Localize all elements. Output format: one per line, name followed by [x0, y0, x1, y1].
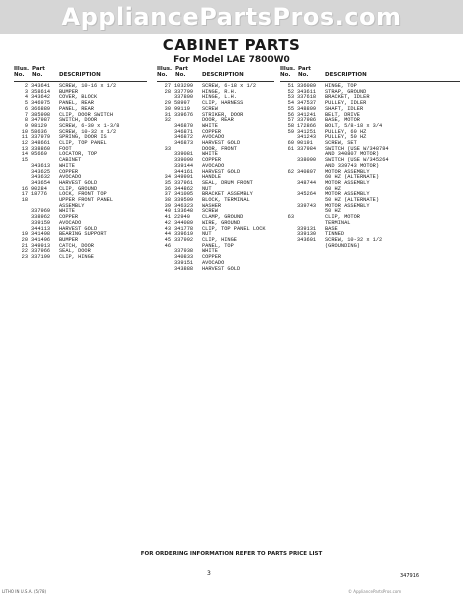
illus-no: 43	[164, 225, 171, 232]
part-no: 343888	[174, 265, 194, 272]
description: MOTOR ASSEMBLY	[325, 168, 370, 175]
part-no: 337986	[297, 117, 317, 124]
description: BRACKET, IDLER	[325, 94, 370, 101]
illus-no: 58	[287, 122, 294, 129]
part-no: 349913	[31, 242, 51, 249]
part-no: 344161	[174, 168, 194, 175]
part-no: 337966	[31, 248, 51, 255]
illus-no: 8	[24, 117, 28, 124]
description: 50 HZ (ALTERNATE)	[325, 197, 380, 204]
page-title: CABINET PARTS	[162, 36, 301, 54]
description: HINGE, TOP	[325, 83, 357, 89]
illus-no: 16	[21, 185, 28, 192]
part-no: 339151	[174, 259, 194, 266]
description: AVOCADO	[202, 134, 225, 141]
part-no: 344089	[174, 219, 194, 226]
part-no-header: Part No.	[32, 66, 45, 78]
illus-no: 9	[24, 122, 28, 129]
illus-no	[157, 267, 174, 273]
part-no: 98129	[31, 122, 47, 129]
description: COPPER	[202, 254, 222, 261]
watermark-text: AppliancePartsPros.com	[61, 3, 402, 31]
description: COPPER	[59, 214, 79, 221]
description: WHITE	[202, 248, 218, 255]
part-no: 58997	[174, 100, 190, 107]
illus-no: 30	[164, 105, 171, 112]
illus-no: 37	[164, 191, 171, 198]
illus-no: 29	[164, 100, 171, 107]
illus-no: 60	[287, 140, 294, 147]
corner-watermark: © AppliancePartsPros.com	[348, 589, 402, 594]
parts-row	[157, 267, 274, 273]
part-no: 348744	[297, 179, 317, 186]
part-no: 343601	[297, 236, 317, 243]
part-no: 341243	[297, 134, 317, 141]
description: LOCATOR, TOP	[59, 151, 98, 158]
description: CLIP, MOTOR	[325, 214, 360, 221]
description: SEAL, DOOR	[59, 248, 91, 255]
description: COPPER	[202, 128, 222, 135]
description: BUMPER	[59, 236, 79, 243]
part-no: 341251	[297, 128, 317, 135]
description: DOOR, FRONT	[202, 145, 237, 152]
description: SCREW, 10-32 x 1/2	[325, 236, 383, 243]
illus-no: 11	[21, 134, 28, 141]
description: STRIKER, DOOR	[202, 111, 244, 118]
illus-no: 57	[287, 117, 294, 124]
description: PULLEY, 60 HZ	[325, 128, 367, 135]
description: CLAMP, GROUND	[202, 214, 244, 221]
illus-no-header: Illus. No.	[157, 66, 173, 78]
illus-no: 17	[21, 191, 28, 198]
column-header	[157, 66, 274, 84]
illus-no: 36	[164, 185, 171, 192]
part-no: 348661	[31, 140, 51, 147]
part-no: 366889	[31, 105, 51, 112]
part-no: 90284	[31, 185, 47, 192]
description: SCREW, 10-32 x 1/2	[59, 128, 117, 135]
part-no: 336089	[297, 83, 317, 89]
part-no: 344862	[174, 185, 194, 192]
part-no: 337199	[31, 254, 51, 261]
parts-column-2	[157, 66, 274, 272]
description: BUMPER	[59, 88, 79, 95]
part-no: 339090	[174, 157, 194, 164]
description: SWITCH, DOOR	[59, 117, 98, 124]
description: CATCH, DOOR	[59, 242, 94, 249]
description: PULLEY, 50 HZ	[325, 134, 367, 141]
part-no: 339676	[174, 111, 194, 118]
part-no: 347537	[297, 100, 317, 107]
description: AVOCADO	[59, 174, 82, 181]
description: SPRING, DOOR IS	[59, 134, 107, 141]
description: AVOCADO	[202, 162, 225, 169]
description: HANDLE	[202, 174, 222, 181]
description: WHITE	[59, 208, 75, 215]
illus-no: 61	[287, 145, 294, 152]
description: 60 HZ (ALTERNATE)	[325, 174, 380, 181]
part-no: 358614	[31, 88, 51, 95]
part-no: 338962	[31, 214, 51, 221]
description: CLIP, TOP PANEL LOCK	[202, 225, 266, 232]
description: COPPER	[59, 168, 79, 175]
part-no: 343625	[31, 168, 51, 175]
description: BRACKET ASSEMBLY	[202, 191, 253, 198]
description: BEARING SUPPORT	[59, 231, 107, 238]
illus-no: 20	[21, 236, 28, 243]
part-no: 337938	[174, 248, 194, 255]
description-header: DESCRIPTION	[325, 72, 367, 78]
illus-no: 3	[24, 88, 28, 95]
description: WHITE	[202, 151, 218, 158]
part-no: 347987	[31, 117, 51, 124]
illus-no: 23	[21, 254, 28, 261]
description: MOTOR ASSEMBLY	[325, 179, 370, 186]
illus-no	[280, 244, 297, 250]
part-no	[297, 244, 325, 250]
description: SWITCH (USE W/345264	[325, 157, 389, 164]
part-no: 99119	[174, 105, 190, 112]
part-no: 385998	[31, 111, 51, 118]
illus-no: 15	[21, 157, 28, 164]
description: WASHER	[202, 202, 222, 209]
description: DOOR, REAR	[202, 117, 234, 124]
description: AND 340807 MOTOR)	[325, 151, 380, 158]
print-note: LITHO IN U.S.A. (5/78)	[2, 589, 47, 594]
part-no-header: Part No.	[175, 66, 188, 78]
description: SCREW, 6-18 x 1/2	[202, 83, 257, 89]
part-no: 337800	[174, 94, 194, 101]
description: SCREW	[202, 208, 218, 215]
part-no: 339159	[31, 219, 51, 226]
part-no: 341498	[31, 231, 51, 238]
header-rule	[280, 81, 460, 82]
description: AND 339743 MOTOR)	[325, 162, 380, 169]
illus-no: 42	[164, 219, 171, 226]
illus-no: 21	[21, 242, 28, 249]
illus-no: 31	[164, 111, 171, 118]
parts-rows	[157, 84, 274, 272]
description: PANEL, REAR	[59, 100, 94, 107]
part-no: 339619	[174, 231, 194, 238]
part-no: 90191	[297, 140, 313, 147]
part-no: 348809	[297, 105, 317, 112]
part-no: 172866	[297, 122, 317, 129]
header-rule	[14, 81, 147, 82]
description: HINGE, L.H.	[202, 94, 237, 101]
description: CLIP, HINGE	[202, 236, 237, 243]
illus-no: 5	[24, 100, 28, 107]
description: SHAFT, IDLER	[325, 105, 364, 112]
illus-no: 33	[164, 145, 171, 152]
description: CABINET	[59, 157, 82, 164]
description: NUT	[202, 185, 212, 192]
parts-rows	[280, 84, 460, 249]
description: CLIP, TOP PANEL	[59, 140, 107, 147]
description: TERMINAL	[325, 219, 351, 226]
description: BOLT, 5/8-18 x 3/4	[325, 122, 383, 129]
description: 50 HZ	[325, 208, 341, 215]
column-header	[280, 66, 460, 84]
part-no: 339509	[174, 197, 194, 204]
part-no: 18776	[31, 191, 47, 198]
illus-no: 7	[24, 111, 28, 118]
illus-no: 63	[287, 214, 294, 221]
part-no: 343641	[31, 83, 51, 89]
description: CLIP, GROUND	[59, 185, 98, 192]
description: HINGE, R.H.	[202, 88, 237, 95]
description: COVER, BLOCK	[59, 94, 98, 101]
description: CLIP, DOOR SWITCH	[59, 111, 114, 118]
parts-column-3	[280, 66, 460, 249]
illus-no: 45	[164, 236, 171, 243]
part-no: 346873	[174, 140, 194, 147]
description: FOOT	[59, 145, 72, 152]
ordering-footer: FOR ORDERING INFORMATION REFER TO PARTS PRICE LIST	[140, 551, 323, 557]
illus-no: 14	[21, 151, 28, 158]
illus-no: 62	[287, 168, 294, 175]
description: PULLEY, IDLER	[325, 100, 367, 107]
description: WHITE	[202, 122, 218, 129]
document-number: 347916	[400, 573, 420, 579]
part-no: 103299	[174, 83, 194, 89]
illus-no-header: Illus. No.	[280, 66, 296, 78]
illus-no: 18	[21, 197, 28, 204]
illus-no: 35	[164, 179, 171, 186]
description-header: DESCRIPTION	[59, 72, 101, 78]
description: AVOCADO	[202, 259, 225, 266]
illus-no: 54	[287, 100, 294, 107]
description: HARVEST GOLD	[59, 179, 98, 186]
illus-no-header: Illus. No.	[14, 66, 30, 78]
part-no: 339743	[297, 202, 317, 209]
part-no: 346975	[31, 100, 51, 107]
illus-no: 40	[164, 208, 171, 215]
part-no: 337992	[174, 236, 194, 243]
parts-column-1	[14, 66, 147, 261]
model-subtitle: For Model LAE 7800W0	[173, 55, 290, 65]
part-no: 346870	[174, 122, 194, 129]
description: BASE	[325, 225, 338, 232]
description: HARVEST GOLD	[202, 140, 241, 147]
part-no: 339130	[297, 231, 317, 238]
description: BELT, DRIVE	[325, 111, 360, 118]
description: WIRE, GROUND	[202, 219, 241, 226]
description: SCREW, 10-16 x 1/2	[59, 83, 117, 89]
page-number: 3	[207, 570, 211, 577]
description: 60 HZ	[325, 185, 341, 192]
description: SEAL, DRUM FRONT	[202, 179, 253, 186]
description: LOCK, FRONT TOP	[59, 191, 107, 198]
description: MOTOR ASSEMBLY	[325, 202, 370, 209]
part-no: 338860	[31, 145, 51, 152]
part-no: 346871	[174, 128, 194, 135]
part-no: 340807	[297, 168, 317, 175]
parts-rows	[14, 84, 147, 261]
illus-no: 56	[287, 111, 294, 118]
part-no: 343632	[31, 174, 51, 181]
part-no: 337979	[31, 134, 51, 141]
illus-no: 46	[164, 242, 171, 249]
illus-no: 53	[287, 94, 294, 101]
illus-no: 55	[287, 105, 294, 112]
part-no: 344113	[31, 225, 51, 232]
part-no: 346872	[174, 134, 194, 141]
part-no: 337969	[31, 208, 51, 215]
part-no: 343611	[297, 88, 317, 95]
illus-no: 6	[24, 105, 28, 112]
part-no: 339131	[297, 225, 317, 232]
part-no: 337799	[174, 88, 194, 95]
part-no: 341778	[174, 225, 194, 232]
part-no: 340833	[174, 254, 194, 261]
description: HARVEST GOLD	[202, 265, 241, 272]
part-no-header: Part No.	[298, 66, 311, 78]
description: HARVEST GOLD	[202, 168, 241, 175]
part-no: 58636	[31, 128, 47, 135]
illus-no: 27	[164, 83, 171, 89]
description: WHITE	[59, 162, 75, 169]
description: CLIP, HARNESS	[202, 100, 244, 107]
description: SWITCH (USE W/348784	[325, 145, 389, 152]
column-header	[14, 66, 147, 84]
illus-no: 19	[21, 231, 28, 238]
illus-no: 2	[24, 83, 28, 89]
part-no: 341241	[297, 111, 317, 118]
part-no: 339144	[174, 162, 194, 169]
illus-no: 38	[164, 197, 171, 204]
description: AVOCADO	[59, 219, 82, 226]
part-no: 346323	[174, 202, 194, 209]
illus-no: 44	[164, 231, 171, 238]
description: SCREW	[202, 105, 218, 112]
description: MOTOR ASSEMBLY	[325, 191, 370, 198]
part-no: 339081	[174, 151, 194, 158]
illus-no: 22	[21, 248, 28, 255]
part-no: 338090	[297, 157, 317, 164]
part-no: 341496	[31, 236, 51, 243]
illus-no: 10	[21, 128, 28, 135]
part-no: 95669	[31, 151, 47, 158]
illus-no: 28	[164, 88, 171, 95]
illus-no: 51	[287, 83, 294, 89]
parts-row	[280, 244, 460, 250]
illus-no: 41	[164, 214, 171, 221]
part-no: 345264	[297, 191, 317, 198]
illus-no: 32	[164, 117, 171, 124]
description: SCREW, 6-30 x 1-3/8	[59, 122, 120, 129]
part-no: 337618	[297, 94, 317, 101]
description: COPPER	[202, 157, 222, 164]
illus-no: 52	[287, 88, 294, 95]
part-no: 133648	[174, 208, 194, 215]
part-no: 341005	[174, 191, 194, 198]
part-no: 349991	[174, 174, 194, 181]
parts-row	[14, 255, 147, 261]
part-no: 343613	[31, 162, 51, 169]
illus-no: 39	[164, 202, 171, 209]
part-no: 343642	[31, 94, 51, 101]
description: TINNED	[325, 231, 345, 238]
description: STRAP, GROUND	[325, 88, 367, 95]
part-no: 343654	[31, 179, 51, 186]
description: (GROUNDING)	[325, 242, 360, 249]
description: ASSEMBLY	[59, 202, 85, 209]
part-no: 22940	[174, 214, 190, 221]
part-no: 337961	[174, 179, 194, 186]
header-rule	[157, 81, 274, 82]
description: CLIP, HINGE	[59, 254, 94, 261]
illus-no: 34	[164, 174, 171, 181]
illus-no: 4	[24, 94, 28, 101]
description-header: DESCRIPTION	[202, 72, 244, 78]
description: PANEL, REAR	[59, 105, 94, 112]
description: BASE, MOTOR	[325, 117, 360, 124]
description: BLOCK, TERMINAL	[202, 197, 250, 204]
description: SCREW, SET	[325, 140, 357, 147]
description: UPPER FRONT PANEL	[59, 197, 114, 204]
illus-no: 59	[287, 128, 294, 135]
illus-no: 13	[21, 145, 28, 152]
part-no: 337984	[297, 145, 317, 152]
description: HARVEST GOLD	[59, 225, 98, 232]
illus-no: 12	[21, 140, 28, 147]
description: NUT	[202, 231, 212, 238]
description: PANEL, TOP	[202, 242, 234, 249]
